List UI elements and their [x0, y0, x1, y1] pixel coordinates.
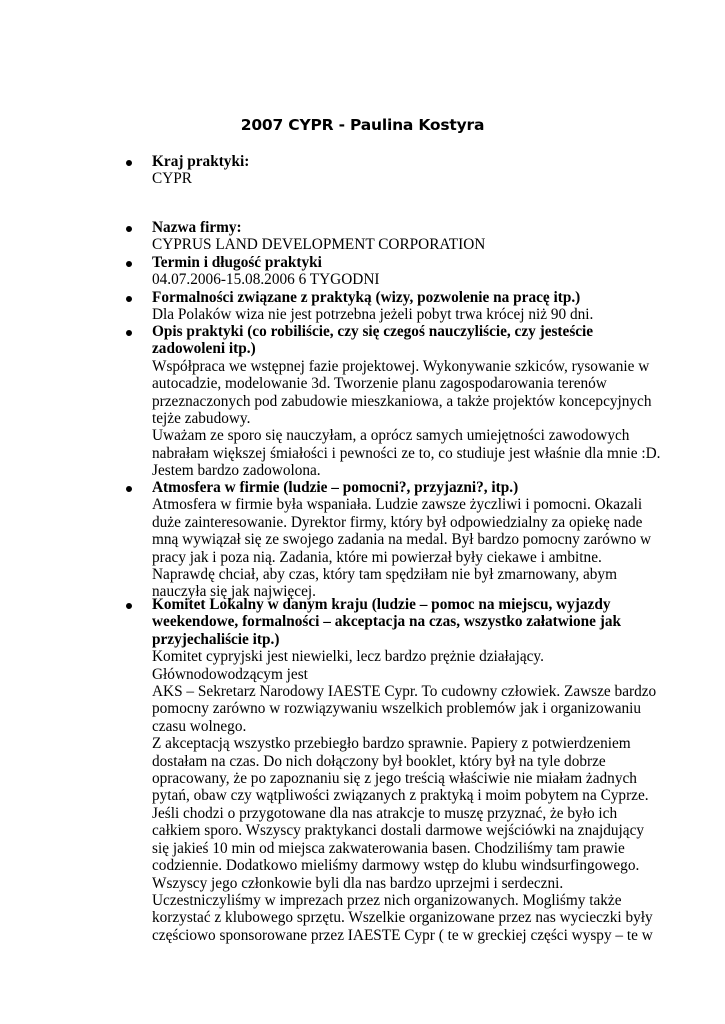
section-heading: Formalności związane z praktyką (wizy, pozwolenie na pracę itp.) — [152, 289, 581, 306]
bullet-icon — [126, 296, 132, 302]
section-body-line: Z akceptacją wszystko przebiegło bardzo sprawnie. Papiery z potwierdzeniem — [152, 735, 631, 753]
section-body-line: nabrałam większej śmiałości i pewności ze to, co studiuje jest właśnie dla mnie :D. — [152, 444, 661, 462]
bullet-icon — [126, 226, 132, 232]
section-body-line: Głównodowodzącym jest — [152, 665, 308, 683]
section-heading: Atmosfera w firmie (ludzie – pomocni?, przyjazni?, itp.) — [152, 479, 519, 496]
bullet-icon — [126, 603, 132, 609]
section-body-line: Naprawdę chciał, aby czas, który tam spędziłam nie był zmarnowany, abym — [152, 566, 617, 584]
section-body-line: duże zainteresowanie. Dyrektor firmy, który był odpowiedzialny za opiekę nade — [152, 513, 643, 531]
bullet-icon — [126, 486, 132, 492]
section-body-line: czasu wolnego. — [152, 717, 247, 735]
document-title: 2007 CYPR - Paulina Kostyra — [240, 116, 485, 134]
section-body-line: mną wywiązał się ze swojego zadania na medal. Był bardzo pomocny zarówno w — [152, 531, 652, 549]
section-body-line: nauczyła się jak najwięcej. — [152, 583, 316, 601]
section-body-line: pytań, obaw czy wątpliwości związanych z praktyką i moim pobytem na Cyprze. — [152, 787, 649, 805]
section-body-line: Atmosfera w firmie była wspaniała. Ludzie zawsze życzliwi i pomocni. Okazali — [152, 496, 643, 514]
section-body-line: Komitet cypryjski jest niewielki, lecz bardzo prężnie działający. — [152, 648, 544, 666]
section-body-line: opracowany, że po zapoznaniu się z jego treścią właściwie nie miałam żadnych — [152, 770, 637, 788]
section-heading: Nazwa firmy: — [152, 219, 242, 236]
section-body-line: Jestem bardzo zadowolona. — [152, 462, 321, 480]
section-body-line: dostałam na czas. Do nich dołączony był booklet, który był na tyle dobrze — [152, 752, 606, 770]
section-body-line: Współpraca we wstępnej fazie projektowej. Wykonywanie szkiców, rysowanie w — [152, 357, 650, 375]
section-body-line: CYPR — [152, 170, 192, 188]
section-body-line: pracy jak i poza nią. Zadania, które mi powierzał były ciekawe i ambitne. — [152, 548, 602, 566]
bullet-icon — [126, 330, 132, 336]
section-heading: zadowoleni itp.) — [152, 340, 256, 358]
section-heading: Opis praktyki (co robiliście, czy się czegoś nauczyliście, czy jesteście — [152, 323, 594, 340]
bullet-icon — [126, 261, 132, 267]
section-body-line: Wszyscy jego członkowie byli dla nas bardzo uprzejmi i serdeczni. — [152, 874, 564, 892]
section-body-line: CYPRUS LAND DEVELOPMENT CORPORATION — [152, 236, 486, 254]
section-body-line: Uczestniczyliśmy w imprezach przez nich organizowanych. Mogliśmy także — [152, 891, 622, 909]
section-body-line: przeznaczonych pod zabudowie mieszkaniowa, a także projektów koncepcyjnych — [152, 392, 652, 410]
bullet-icon — [126, 160, 132, 166]
section-body-line: tejże zabudowy. — [152, 410, 251, 428]
section-body-line: się jakieś 10 min od miejsca zakwaterowania basen. Chodziliśmy tam prawie — [152, 839, 625, 857]
section-body-line: codziennie. Dodatkowo mieliśmy darmowy wstęp do klubu windsurfingowego. — [152, 857, 640, 875]
section-heading: Kraj praktyki: — [152, 153, 250, 170]
section-body-line: Jeśli chodzi o przygotowane dla nas atrakcje to muszę przyznać, że było ich — [152, 804, 618, 822]
section-body-line: całkiem sporo. Wszyscy praktykanci dostali darmowe wejściówki na znajdujący — [152, 822, 645, 840]
section-body-line: częściowo sponsorowane przez IAESTE Cypr ( te w greckiej części wyspy – te w — [152, 926, 653, 944]
section-body-line: Uważam ze sporo się nauczyłam, a oprócz samych umiejętności zawodowych — [152, 427, 630, 445]
section-body-line: AKS – Sekretarz Narodowy IAESTE Cypr. To cudowny człowiek. Zawsze bardzo — [152, 683, 657, 701]
section-body-line: 04.07.2006-15.08.2006 6 TYGODNI — [152, 271, 380, 289]
section-heading: weekendowe, formalności – akceptacja na czas, wszystko załatwione jak — [152, 613, 622, 631]
section-heading: przyjechaliście itp.) — [152, 630, 280, 648]
section-body-line: korzystać z klubowego sprzętu. Wszelkie organizowane przez nas wycieczki były — [152, 909, 653, 927]
section-body-line: Dla Polaków wiza nie jest potrzebna jeżeli pobyt trwa krócej niż 90 dni. — [152, 306, 594, 324]
section-heading: Termin i długość praktyki — [152, 254, 322, 271]
section-body-line: pomocny zarówno w rozwiązywaniu wszelkich problemów jak i organizowaniu — [152, 700, 642, 718]
section-heading: Komitet Lokalny w danym kraju (ludzie – pomoc na miejscu, wyjazdy — [152, 596, 611, 613]
section-body-line: autocadzie, modelowanie 3d. Tworzenie planu zagospodarowania terenów — [152, 375, 607, 393]
